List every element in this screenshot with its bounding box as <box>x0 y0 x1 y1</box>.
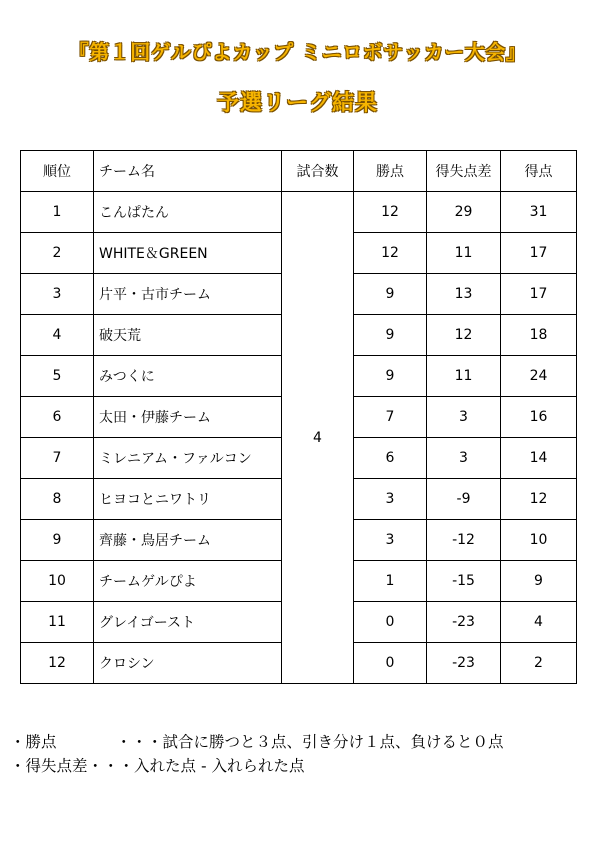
standings-table <box>20 150 577 684</box>
team-name-cell: みつくに <box>94 356 282 397</box>
rank-cell: 8 <box>21 479 94 520</box>
rank-cell: 4 <box>21 315 94 356</box>
team-name-cell: ミレニアム・ファルコン <box>94 438 282 479</box>
rank-cell: 12 <box>21 643 94 684</box>
note-goal-diff <box>10 754 504 778</box>
goals-cell: 17 <box>501 233 577 274</box>
goals-cell: 14 <box>501 438 577 479</box>
note-term: ・得失点差 <box>10 757 88 775</box>
team-name-cell: WHITE＆GREEN <box>94 233 282 274</box>
goal-diff-cell: 13 <box>427 274 501 315</box>
goals-cell: 4 <box>501 602 577 643</box>
points-cell: 0 <box>354 602 427 643</box>
goals-cell: 2 <box>501 643 577 684</box>
goals-cell: 17 <box>501 274 577 315</box>
goals-cell: 16 <box>501 397 577 438</box>
goals-cell: 31 <box>501 192 577 233</box>
rank-cell: 10 <box>21 561 94 602</box>
header-goals: 得点 <box>501 151 577 192</box>
notes <box>10 730 504 778</box>
rank-cell: 7 <box>21 438 94 479</box>
team-name-cell: こんぱたん <box>94 192 282 233</box>
team-name-cell: クロシン <box>94 643 282 684</box>
header-team-name: チーム名 <box>94 151 282 192</box>
note-text: ・・・試合に勝つと３点、引き分け１点、負けると０点 <box>116 733 504 751</box>
rank-cell: 11 <box>21 602 94 643</box>
rank-cell: 6 <box>21 397 94 438</box>
team-name-cell: 齊藤・鳥居チーム <box>94 520 282 561</box>
team-name-cell: チームゲルぴよ <box>94 561 282 602</box>
header-points: 勝点 <box>354 151 427 192</box>
team-name-cell: 太田・伊藤チーム <box>94 397 282 438</box>
goals-cell: 12 <box>501 479 577 520</box>
team-name-cell: 片平・古市チーム <box>94 274 282 315</box>
goals-cell: 18 <box>501 315 577 356</box>
goal-diff-cell: 12 <box>427 315 501 356</box>
goal-diff-cell: -12 <box>427 520 501 561</box>
page-subtitle: 予選リーグ結果 <box>216 91 378 116</box>
table-header-row <box>21 151 577 192</box>
points-cell: 12 <box>354 233 427 274</box>
points-cell: 9 <box>354 356 427 397</box>
points-cell: 6 <box>354 438 427 479</box>
goal-diff-cell: 3 <box>427 397 501 438</box>
points-cell: 9 <box>354 274 427 315</box>
note-term: ・勝点 <box>10 733 57 751</box>
points-cell: 7 <box>354 397 427 438</box>
goal-diff-cell: -9 <box>427 479 501 520</box>
rank-cell: 1 <box>21 192 94 233</box>
goal-diff-cell: -23 <box>427 643 501 684</box>
header-goal-diff: 得失点差 <box>427 151 501 192</box>
goals-cell: 10 <box>501 520 577 561</box>
table-row <box>21 192 577 233</box>
points-cell: 1 <box>354 561 427 602</box>
points-cell: 0 <box>354 643 427 684</box>
goals-cell: 24 <box>501 356 577 397</box>
goal-diff-cell: 3 <box>427 438 501 479</box>
goal-diff-cell: 29 <box>427 192 501 233</box>
points-cell: 12 <box>354 192 427 233</box>
points-cell: 3 <box>354 520 427 561</box>
header-games: 試合数 <box>282 151 354 192</box>
rank-cell: 5 <box>21 356 94 397</box>
goal-diff-cell: -15 <box>427 561 501 602</box>
page-title: 『第１回ゲルぴよカップ ミニロボサッカー大会』 <box>68 40 527 64</box>
goal-diff-cell: 11 <box>427 356 501 397</box>
team-name-cell: 破天荒 <box>94 315 282 356</box>
goals-cell: 9 <box>501 561 577 602</box>
goal-diff-cell: -23 <box>427 602 501 643</box>
team-name-cell: グレイゴースト <box>94 602 282 643</box>
points-cell: 9 <box>354 315 427 356</box>
note-points <box>10 730 504 754</box>
goal-diff-cell: 11 <box>427 233 501 274</box>
team-name-cell: ヒヨコとニワトリ <box>94 479 282 520</box>
rank-cell: 3 <box>21 274 94 315</box>
games-played-cell: 4 <box>282 192 354 684</box>
rank-cell: 2 <box>21 233 94 274</box>
rank-cell: 9 <box>21 520 94 561</box>
header-rank: 順位 <box>21 151 94 192</box>
note-text: ・・・入れた点 - 入れられた点 <box>87 757 305 775</box>
points-cell: 3 <box>354 479 427 520</box>
